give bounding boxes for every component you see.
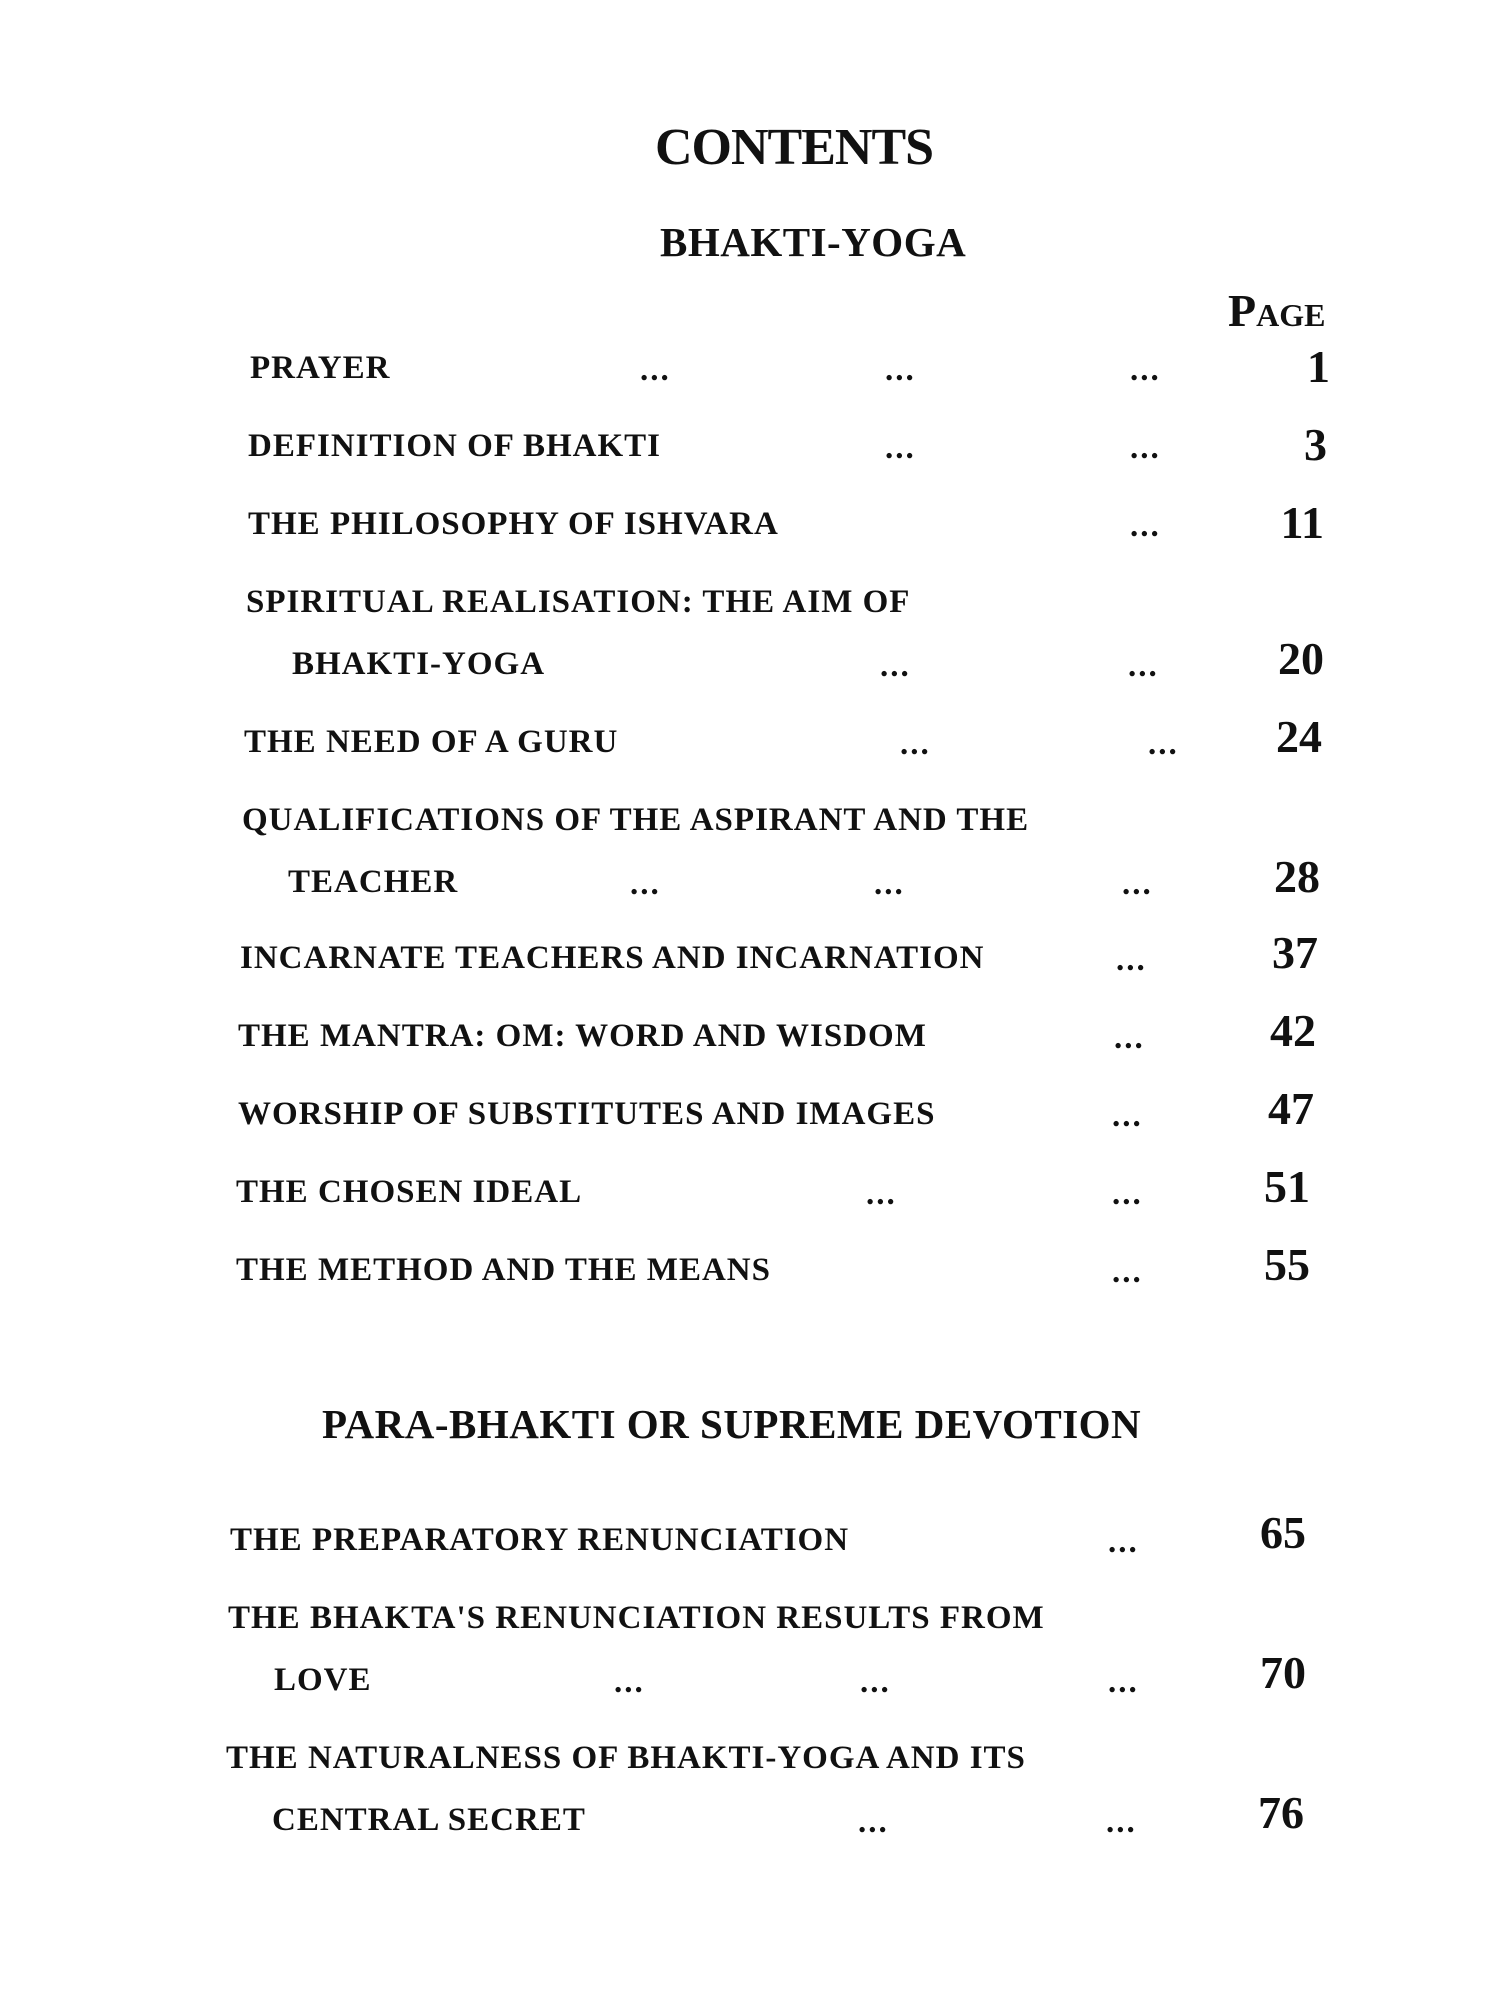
leader-dots: ...	[614, 1664, 645, 1700]
section-title-bhakti-yoga: BHAKTI-YOGA	[660, 219, 967, 265]
toc-entry-title: THE NATURALNESS OF BHAKTI-YOGA AND ITS	[226, 1740, 1026, 1776]
toc-entry-title-continued: TEACHER	[288, 864, 459, 900]
leader-dots: ...	[640, 352, 671, 388]
toc-entry-title: QUALIFICATIONS OF THE ASPIRANT AND THE	[242, 802, 1030, 838]
toc-page-number: 28	[1274, 851, 1320, 902]
toc-page-number: 76	[1258, 1787, 1304, 1838]
leader-dots: ...	[860, 1664, 891, 1700]
leader-dots: ...	[866, 1176, 897, 1212]
leader-dots: ...	[885, 352, 916, 388]
leader-dots: ...	[1112, 1098, 1143, 1134]
leader-dots: ...	[1108, 1524, 1139, 1560]
leader-dots: ...	[1130, 508, 1161, 544]
leader-dots: ...	[874, 866, 905, 902]
leader-dots: ...	[1130, 352, 1161, 388]
toc-entry-title: THE BHAKTA'S RENUNCIATION RESULTS FROM	[228, 1600, 1045, 1636]
toc-entry-title: THE METHOD AND THE MEANS	[236, 1252, 771, 1288]
toc-page-number: 20	[1278, 633, 1324, 684]
toc-entry-title-continued: LOVE	[274, 1662, 372, 1698]
leader-dots: ...	[1112, 1176, 1143, 1212]
toc-page-number: 65	[1260, 1507, 1306, 1558]
leader-dots: ...	[858, 1804, 889, 1840]
leader-dots: ...	[1112, 1254, 1143, 1290]
leader-dots: ...	[885, 430, 916, 466]
toc-page-number: 37	[1272, 927, 1318, 978]
toc-page-number: 1	[1307, 341, 1330, 392]
leader-dots: ...	[900, 726, 931, 762]
toc-entry-title: PRAYER	[250, 350, 391, 386]
toc-page-number: 11	[1280, 497, 1324, 548]
toc-page-number: 47	[1268, 1083, 1314, 1134]
leader-dots: ...	[1116, 942, 1147, 978]
leader-dots: ...	[1114, 1020, 1145, 1056]
toc-entry-title: THE CHOSEN IDEAL	[236, 1174, 583, 1210]
leader-dots: ...	[1148, 726, 1179, 762]
toc-page-number: 42	[1270, 1005, 1316, 1056]
toc-page-number: 70	[1260, 1647, 1306, 1698]
leader-dots: ...	[1106, 1804, 1137, 1840]
toc-entry-title: THE PHILOSOPHY OF ISHVARA	[248, 506, 779, 542]
leader-dots: ...	[1122, 866, 1153, 902]
toc-entry-title-continued: BHAKTI-YOGA	[292, 646, 546, 682]
toc-entry-title: DEFINITION OF BHAKTI	[248, 428, 662, 464]
toc-entry-title: THE MANTRA: OM: WORD AND WISDOM	[238, 1018, 927, 1054]
toc-entry-title: THE PREPARATORY RENUNCIATION	[230, 1522, 850, 1558]
page-column-header: Page	[1228, 285, 1326, 336]
toc-page-number: 24	[1276, 711, 1322, 762]
toc-entry-title: WORSHIP OF SUBSTITUTES AND IMAGES	[238, 1096, 936, 1132]
leader-dots: ...	[630, 866, 661, 902]
leader-dots: ...	[1130, 430, 1161, 466]
toc-entry-title: INCARNATE TEACHERS AND INCARNATION	[240, 940, 985, 976]
toc-entry-title-continued: CENTRAL SECRET	[272, 1802, 586, 1838]
toc-page-number: 51	[1264, 1161, 1310, 1212]
toc-entry-title: THE NEED OF A GURU	[244, 724, 619, 760]
section-title-para-bhakti: PARA-BHAKTI OR SUPREME DEVOTION	[322, 1401, 1142, 1447]
toc-entry-title: SPIRITUAL REALISATION: THE AIM OF	[246, 584, 911, 620]
leader-dots: ...	[880, 648, 911, 684]
leader-dots: ...	[1108, 1664, 1139, 1700]
toc-page-number: 3	[1304, 419, 1327, 470]
leader-dots: ...	[1128, 648, 1159, 684]
page-title: CONTENTS	[655, 119, 934, 176]
toc-page-number: 55	[1264, 1239, 1310, 1290]
